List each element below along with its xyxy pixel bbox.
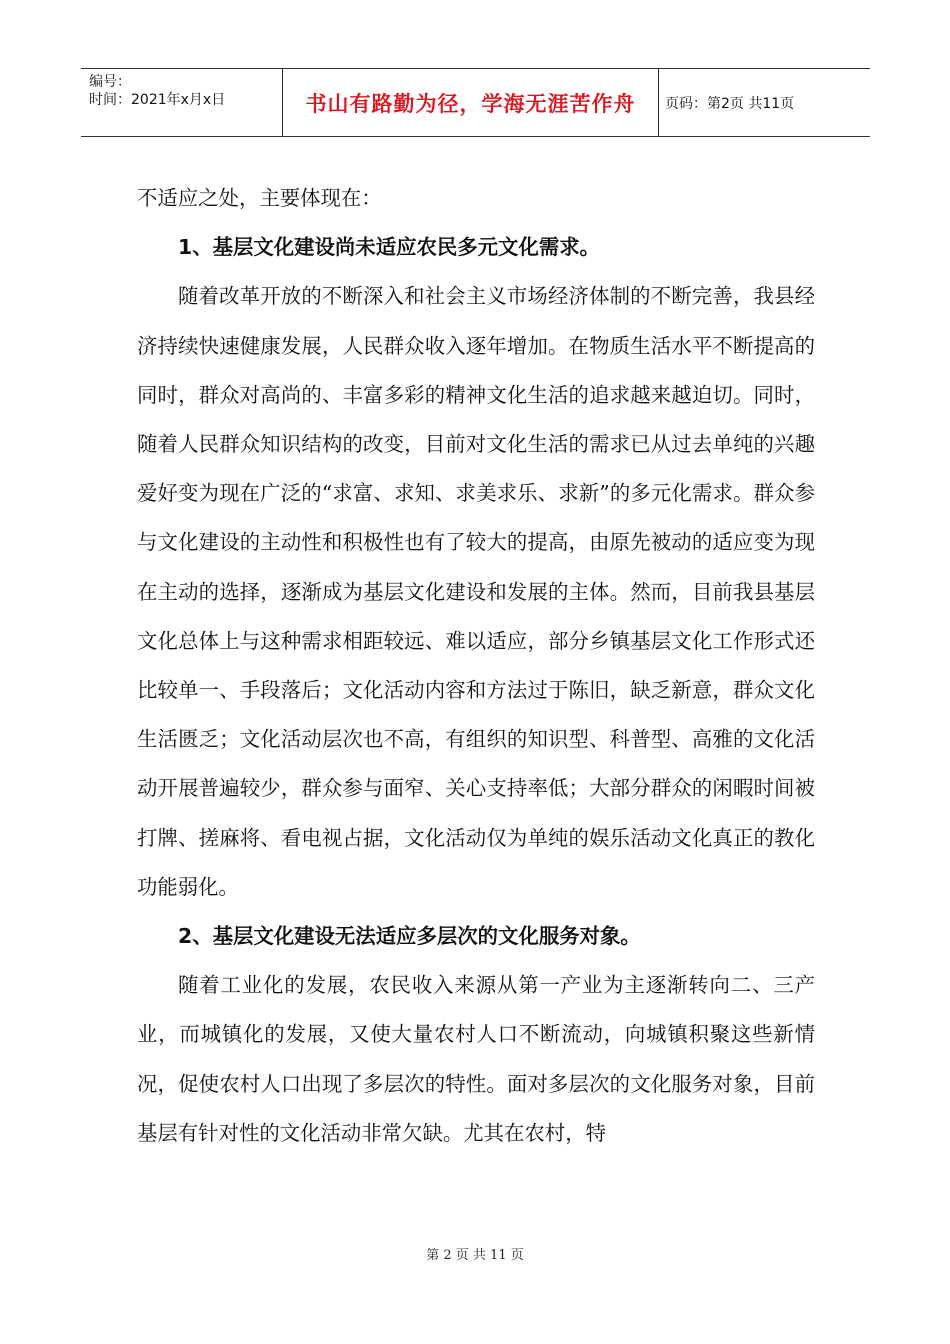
page-footer — [0, 1244, 950, 1263]
header-meta-cell — [81, 69, 283, 136]
header-motto-cell — [283, 69, 659, 136]
paragraph-lead: 不适应之处，主要体现在： — [137, 186, 382, 210]
section-heading-2: 2、基层文化建设无法适应多层次的文化服务对象。 — [178, 924, 641, 949]
header-page-cell — [659, 69, 870, 136]
document-body — [137, 174, 815, 1158]
document-date-label: 时间：2021年x月x日 — [89, 92, 226, 108]
document-number-label: 编号： — [89, 74, 131, 90]
footer-page-number: 第 2 页 共 11 页 — [426, 1248, 524, 1263]
header-page-info: 页码：第2页 共11页 — [665, 95, 795, 112]
section-heading-1: 1、基层文化建设尚未适应农民多元文化需求。 — [178, 235, 600, 260]
page-header — [81, 68, 870, 137]
paragraph-body-2: 随着工业化的发展，农民收入来源从第一产业为主逐渐转向二、三产业，而城镇化的发展，又使大量农村人口不断流动，向城镇积聚这些新情况，促使农村人口出现了多层次的特性。面对多层次的文化服务对象，目前基层有针对性的文化活动非常欠缺。尤其在农村，特 — [137, 973, 815, 1145]
header-motto: 书山有路勤为径，学海无涯苦作舟 — [305, 91, 636, 116]
paragraph-body-1: 随着改革开放的不断深入和社会主义市场经济体制的不断完善，我县经济持续快速健康发展，人民群众收入逐年增加。在物质生活水平不断提高的同时，群众对高尚的、丰富多彩的精神文化生活的追求越来越迫切。同时，随着人民群众知识结构的改变，目前对文化生活的需求已从过去单纯的兴趣爱好变为现在广泛的“求富、求知、求美求乐、求新”的多元化需求。群众参与文化建设的主动性和积极性也有了较大的提高，由原先被动的适应变为现在主动的选择，逐渐成为基层文化建设和发展的主体。然而，目前我县基层文化总体上与这种需求相距较远、难以适应，部分乡镇基层文化工作形式还比较单一、手段落后；文化活动内容和方法过于陈旧，缺乏新意，群众文化生活匮乏；文化活动层次也不高，有组织的知识型、科普型、高雅的文化活动开展普遍较少，群众参与面窄、关心支持率低；大部分群众的闲暇时间被打牌、搓麻将、看电视占据，文化活动仅为单纯的娱乐活动文化真正的教化功能弱化。 — [137, 284, 815, 899]
